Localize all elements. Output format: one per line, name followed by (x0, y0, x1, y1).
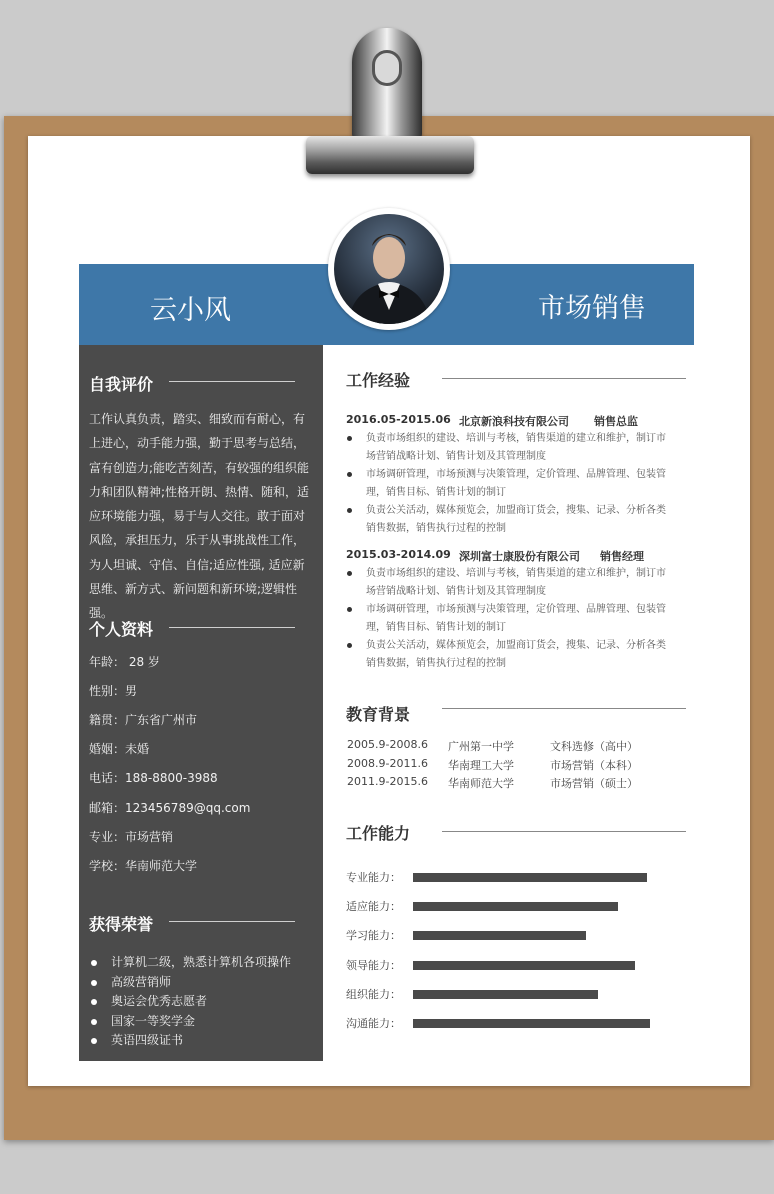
list-item: 英语四级证书 (91, 1031, 291, 1051)
self-eval-line: 工作认真负责，踏实、细致而有耐心，有 (89, 412, 306, 426)
job-company: 深圳富士康股份有限公司 (459, 550, 580, 563)
candidate-name: 云小风 (150, 295, 231, 326)
skill-track (413, 990, 657, 999)
edu-school: 华南师范大学 (448, 777, 514, 790)
edu-period: 2011.9-2015.6 (347, 775, 428, 788)
skill-track (413, 902, 657, 911)
section-divider (169, 627, 295, 628)
info-school: 学校：华南师范大学 (89, 859, 198, 873)
list-item: 国家一等奖学金 (91, 1012, 291, 1032)
skill-bar (413, 931, 586, 940)
edu-school: 广州第一中学 (448, 740, 514, 753)
skill-label: 领导能力： (346, 959, 401, 972)
list-item: 市场调研管理，市场预测与决策管理，定价管理、品牌管理、包装管 理，销售目标、销售计划的制订 (346, 601, 682, 637)
list-item: 市场调研管理，市场预测与决策管理，定价管理、品牌管理、包装管 理，销售目标、销售计划的制订 (346, 466, 682, 502)
list-item: 负责公关活动，媒体预览会，加盟商订货会，搜集、记录、分析各类 销售数据，销售执行过程的控制 (346, 637, 682, 673)
job-company: 北京新浪科技有限公司 (459, 415, 569, 428)
section-divider (442, 831, 686, 832)
section-title-personal: 个人资料 (89, 620, 154, 639)
self-eval-line: 为人坦诚、守信、自信;适应性强, 适应新 (89, 557, 305, 572)
skill-track (413, 1019, 657, 1028)
job-period: 2015.03-2014.09 (346, 548, 451, 561)
list-item: 负责市场组织的建设、培训与考核，销售渠道的建立和维护，制订市 场营销战略计划、销售计划及其管理制度 (346, 430, 682, 466)
info-major: 专业：市场营销 (89, 830, 174, 844)
list-item: 奥运会优秀志愿者 (91, 992, 291, 1012)
job-title: 市场销售 (538, 293, 646, 324)
info-phone: 电话：188-8800-3988 (89, 771, 218, 785)
self-eval-line: 力和团队精神;性格开朗、热情、随和，适 (89, 484, 310, 499)
honor-list (91, 953, 291, 1051)
job-period: 2016.05-2015.06 (346, 413, 451, 426)
edu-major: 文科选修（高中） (550, 740, 638, 753)
section-title-work: 工作经验 (346, 371, 411, 390)
info-gender: 性别：男 (89, 684, 138, 698)
list-item: 高级营销师 (91, 973, 291, 993)
skill-label: 适应能力： (346, 900, 401, 913)
self-eval-line: 上进心，动手能力强，勤于思考与总结， (89, 436, 306, 451)
skill-bar (413, 873, 647, 882)
edu-major: 市场营销（硕士） (550, 777, 638, 790)
skill-label: 专业能力： (346, 871, 401, 884)
section-title-education: 教育背景 (346, 705, 411, 724)
skill-track (413, 931, 657, 940)
skill-bar (413, 990, 598, 999)
list-item: 计算机二级，熟悉计算机各项操作 (91, 953, 291, 973)
section-title-self-eval: 自我评价 (89, 375, 154, 394)
section-divider (169, 381, 295, 382)
self-eval-text (89, 407, 315, 626)
section-divider (442, 708, 686, 709)
edu-school: 华南理工大学 (448, 759, 514, 772)
edu-period: 2008.9-2011.6 (347, 757, 428, 770)
binder-clip-base (306, 136, 474, 174)
job-role: 销售总监 (594, 415, 638, 428)
skill-label: 沟通能力： (346, 1017, 401, 1030)
edu-major: 市场营销（本科） (550, 759, 638, 772)
skill-label: 学习能力： (346, 929, 401, 942)
job-duties (346, 565, 682, 673)
edu-period: 2005.9-2008.6 (347, 738, 428, 751)
portrait-photo-icon (334, 214, 444, 324)
section-title-skills: 工作能力 (346, 824, 411, 843)
job-duties (346, 430, 682, 538)
section-divider (169, 921, 295, 922)
job-role: 销售经理 (600, 550, 644, 563)
section-title-honors: 获得荣誉 (89, 915, 154, 934)
info-age: 年龄： 28 岁 (89, 655, 160, 669)
info-hometown: 籍贯：广东省广州市 (89, 713, 198, 727)
skill-bar (413, 1019, 650, 1028)
list-item: 负责公关活动，媒体预览会，加盟商订货会，搜集、记录、分析各类 销售数据，销售执行过程的控制 (346, 502, 682, 538)
self-eval-line: 富有创造力;能吃苦刻苦，有较强的组织能 (89, 460, 310, 475)
skill-track (413, 961, 657, 970)
skill-label: 组织能力： (346, 988, 401, 1001)
sidebar (79, 345, 323, 1061)
binder-clip-hole (372, 50, 402, 86)
skill-bar (413, 961, 635, 970)
self-eval-line: 应环境能力强，易于与人交往。敢于面对 (89, 509, 306, 524)
section-divider (442, 378, 686, 379)
self-eval-line: 风险，承担压力，乐于从事挑战性工作， (89, 533, 306, 548)
self-eval-line: 思维、新方式、新问题和新环境;逻辑性强。 (89, 582, 298, 621)
info-marital: 婚姻：未婚 (89, 742, 150, 756)
skill-track (413, 873, 657, 882)
info-email: 邮箱：123456789@qq.com (89, 801, 251, 815)
skill-bar (413, 902, 618, 911)
list-item: 负责市场组织的建设、培训与考核，销售渠道的建立和维护，制订市 场营销战略计划、销售计划及其管理制度 (346, 565, 682, 601)
